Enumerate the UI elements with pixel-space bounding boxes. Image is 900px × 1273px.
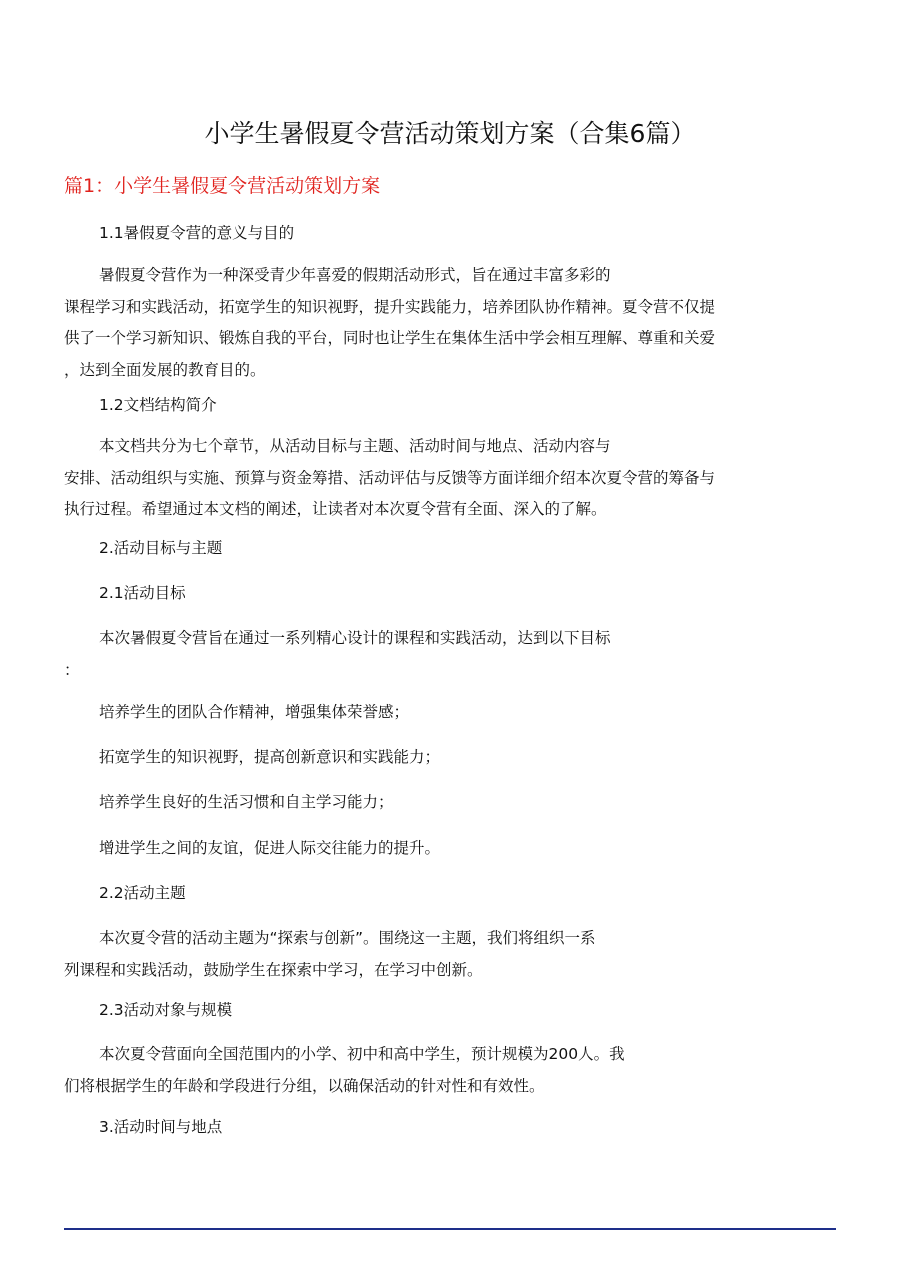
paragraph-line: 本次暑假夏令营旨在通过一系列精心设计的课程和实践活动，达到以下目标 — [99, 629, 611, 647]
section-heading-1-2: 1.2文档结构简介 — [99, 396, 217, 414]
paragraph-line: ，达到全面发展的教育目的。 — [64, 360, 266, 379]
paragraph-2-1 — [64, 623, 844, 686]
paragraph-line: 课程学习和实践活动，拓宽学生的知识视野，提升实践能力，培养团队协作精神。夏令营不仅提 — [64, 297, 716, 316]
goal-item: 培养学生的团队合作精神，增强集体荣誉感； — [99, 703, 410, 721]
section-heading-2-2: 2.2活动主题 — [99, 884, 186, 902]
section-heading-2: 2.活动目标与主题 — [99, 539, 223, 557]
paragraph-line: 安排、活动组织与实施、预算与资金筹措、活动评估与反馈等方面详细介绍本次夏令营的筹备与 — [64, 468, 716, 487]
paragraph-line: ： — [64, 660, 80, 679]
paragraph-line: 暑假夏令营作为一种深受青少年喜爱的假期活动形式，旨在通过丰富多彩的 — [99, 266, 611, 284]
paragraph-line: 本文档共分为七个章节，从活动目标与主题、活动时间与地点、活动内容与 — [99, 437, 611, 455]
paragraph-1-2 — [64, 431, 844, 526]
paragraph-2-2 — [64, 923, 844, 986]
footer-divider — [64, 1228, 836, 1230]
section-heading-2-3: 2.3活动对象与规模 — [99, 1001, 233, 1019]
paragraph-1-1 — [64, 260, 844, 386]
paragraph-line: 们将根据学生的年龄和学段进行分组，以确保活动的针对性和有效性。 — [64, 1076, 545, 1095]
section-heading-1-1: 1.1暑假夏令营的意义与目的 — [99, 224, 295, 242]
paragraph-line: 本次夏令营面向全国范围内的小学、初中和高中学生，预计规模为200人。我 — [99, 1045, 625, 1063]
goal-item: 培养学生良好的生活习惯和自主学习能力； — [99, 793, 394, 811]
paragraph-line: 列课程和实践活动，鼓励学生在探索中学习，在学习中创新。 — [64, 960, 483, 979]
paragraph-line: 供了一个学习新知识、锻炼自我的平台，同时也让学生在集体生活中学会相互理解、尊重和关爱 — [64, 329, 716, 347]
paragraph-line: 本次夏令营的活动主题为“探索与创新”。围绕这一主题，我们将组织一系 — [99, 929, 596, 947]
paragraph-line: 执行过程。希望通过本文档的阐述，让读者对本次夏令营有全面、深入的了解。 — [64, 500, 607, 518]
goal-item: 增进学生之间的友谊，促进人际交往能力的提升。 — [99, 839, 441, 857]
paragraph-2-3 — [64, 1039, 844, 1102]
chapter-title: 篇1：小学生暑假夏令营活动策划方案 — [64, 175, 381, 197]
section-heading-2-1: 2.1活动目标 — [99, 584, 186, 602]
document-title: 小学生暑假夏令营活动策划方案（合集6篇） — [204, 119, 696, 148]
section-heading-3: 3.活动时间与地点 — [99, 1118, 223, 1136]
goal-item: 拓宽学生的知识视野，提高创新意识和实践能力； — [99, 748, 441, 766]
